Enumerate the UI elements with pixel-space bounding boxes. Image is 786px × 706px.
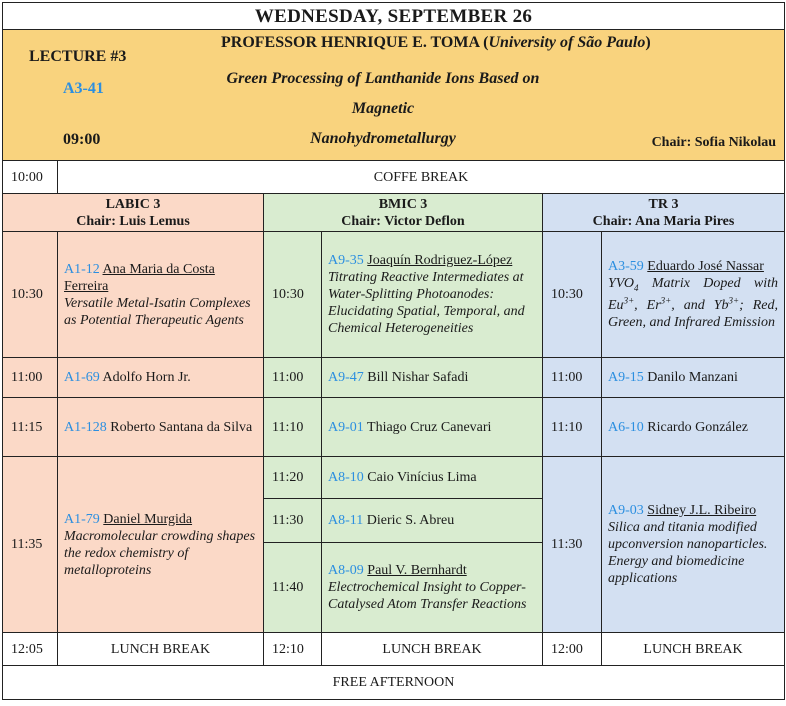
talk-author: Ana Maria da Costa Ferreira	[64, 261, 215, 294]
lecture-speaker: PROFESSOR HENRIQUE E. TOMA (University of São Paulo)	[221, 34, 651, 51]
talk-code[interactable]: A9-47	[328, 370, 364, 385]
tr-time: 11:00	[543, 358, 602, 398]
session-header-tr: TR 3 Chair: Ana Maria Pires	[543, 194, 785, 232]
lecture-code[interactable]: A3-41	[63, 80, 104, 97]
tr-time: 10:30	[543, 232, 602, 358]
tr-talk	[602, 457, 785, 633]
bmic-time: 10:30	[264, 232, 322, 358]
talk-code[interactable]: A1-79	[64, 511, 100, 527]
talk-title: $YVO_4$ Matrix Doped with $Eu^{3+}$, $Er^{3+}$, and $Yb^{3+}$; Red, Green, and Infrared Emission	[608, 276, 779, 330]
lunch-time: 12:10	[264, 633, 322, 666]
talk-code[interactable]: A1-69	[64, 370, 100, 385]
talk-title: Titrating Reactive Intermediates at Water-Splitting Photoanodes: Elucidating Spatial, Temporal, and Chemical Heterogeneities	[328, 270, 525, 336]
talk-code[interactable]: A1-12	[64, 261, 100, 277]
labic-time: 10:30	[3, 232, 58, 358]
tr-talk	[602, 358, 785, 398]
talk-author: Dieric S. Abreu	[366, 513, 455, 528]
bmic-talk	[322, 543, 543, 633]
talk-title: Versatile Metal-Isatin Complexes as Potential Therapeutic Agents	[64, 295, 251, 328]
lecture-affiliation: University of São Paulo	[488, 34, 646, 51]
session-header-bmic: BMIC 3 Chair: Victor Deflon	[264, 194, 543, 232]
labic-time: 11:35	[3, 457, 58, 633]
bmic-talk	[322, 499, 543, 543]
tr-talk	[602, 232, 785, 358]
labic-time: 11:15	[3, 398, 58, 457]
talk-author: Paul V. Bernhardt	[367, 563, 467, 578]
bmic-time: 11:20	[264, 457, 322, 499]
talk-code[interactable]: A6-10	[608, 419, 644, 435]
talk-code[interactable]: A9-01	[328, 419, 364, 435]
talk-code[interactable]: A9-03	[608, 503, 644, 518]
lunch-break: LUNCH BREAK	[322, 633, 543, 666]
labic-talk	[58, 457, 264, 633]
session-header-labic: LABIC 3 Chair: Luis Lemus	[3, 194, 264, 232]
day-title: WEDNESDAY, SEPTEMBER 26	[3, 3, 785, 30]
labic-talk	[58, 232, 264, 358]
lecture-chair: Chair: Sofia Nikolau	[651, 135, 777, 150]
bmic-time: 11:30	[264, 499, 322, 543]
bmic-time: 11:00	[264, 358, 322, 398]
lunch-time: 12:00	[543, 633, 602, 666]
talk-author: Adolfo Horn Jr.	[102, 370, 191, 385]
talk-author: Bill Nishar Safadi	[367, 370, 469, 385]
labic-time: 11:00	[3, 358, 58, 398]
schedule-table	[2, 2, 785, 700]
talk-code[interactable]: A8-11	[328, 513, 364, 528]
talk-code[interactable]: A1-128	[64, 419, 107, 435]
lecture-title: Green Processing of Lanthanide Ions Based on Magnetic Nanohydrometallurgy	[226, 70, 540, 147]
talk-author: Daniel Murgida	[103, 511, 193, 527]
bmic-talk	[322, 232, 543, 358]
talk-title: Electrochemical Insight to Copper-Catalysed Atom Transfer Reactions	[328, 580, 527, 612]
lunch-break: LUNCH BREAK	[58, 633, 264, 666]
lecture-label: LECTURE #3	[29, 48, 127, 65]
lunch-time: 12:05	[3, 633, 58, 666]
bmic-talk	[322, 457, 543, 499]
talk-code[interactable]: A9-15	[608, 370, 644, 385]
coffee-time: 10:00	[3, 161, 58, 194]
talk-author: Thiago Cruz Canevari	[367, 419, 492, 435]
lecture-time: 09:00	[63, 131, 101, 148]
talk-author: Danilo Manzani	[647, 370, 738, 385]
talk-code[interactable]: A3-59	[608, 259, 644, 275]
free-afternoon: FREE AFTERNOON	[3, 666, 785, 700]
bmic-talk	[322, 358, 543, 398]
talk-author: Joaquín Rodriguez-López	[367, 253, 513, 268]
tr-talk	[602, 398, 785, 457]
talk-author: Caio Vinícius Lima	[367, 470, 477, 485]
talk-author: Sidney J.L. Ribeiro	[647, 503, 757, 518]
talk-title: Silica and titania modified upconversion nanoparticles. Energy and biomedicine applications	[608, 520, 768, 586]
talk-author: Eduardo José Nassar	[647, 259, 764, 275]
bmic-time: 11:40	[264, 543, 322, 633]
talk-title: Macromolecular crowding shapes the redox chemistry of metalloproteins	[64, 528, 256, 578]
tr-time: 11:30	[543, 457, 602, 633]
labic-talk	[58, 358, 264, 398]
talk-author: Ricardo González	[647, 419, 748, 435]
labic-talk	[58, 398, 264, 457]
bmic-time: 11:10	[264, 398, 322, 457]
talk-code[interactable]: A8-10	[328, 470, 364, 485]
tr-time: 11:10	[543, 398, 602, 457]
talk-code[interactable]: A8-09	[328, 563, 364, 578]
bmic-talk	[322, 398, 543, 457]
coffee-break: COFFE BREAK	[58, 161, 785, 194]
talk-author: Roberto Santana da Silva	[110, 419, 253, 435]
lunch-break: LUNCH BREAK	[602, 633, 785, 666]
lecture-block	[3, 30, 785, 161]
talk-code[interactable]: A9-35	[328, 253, 364, 268]
